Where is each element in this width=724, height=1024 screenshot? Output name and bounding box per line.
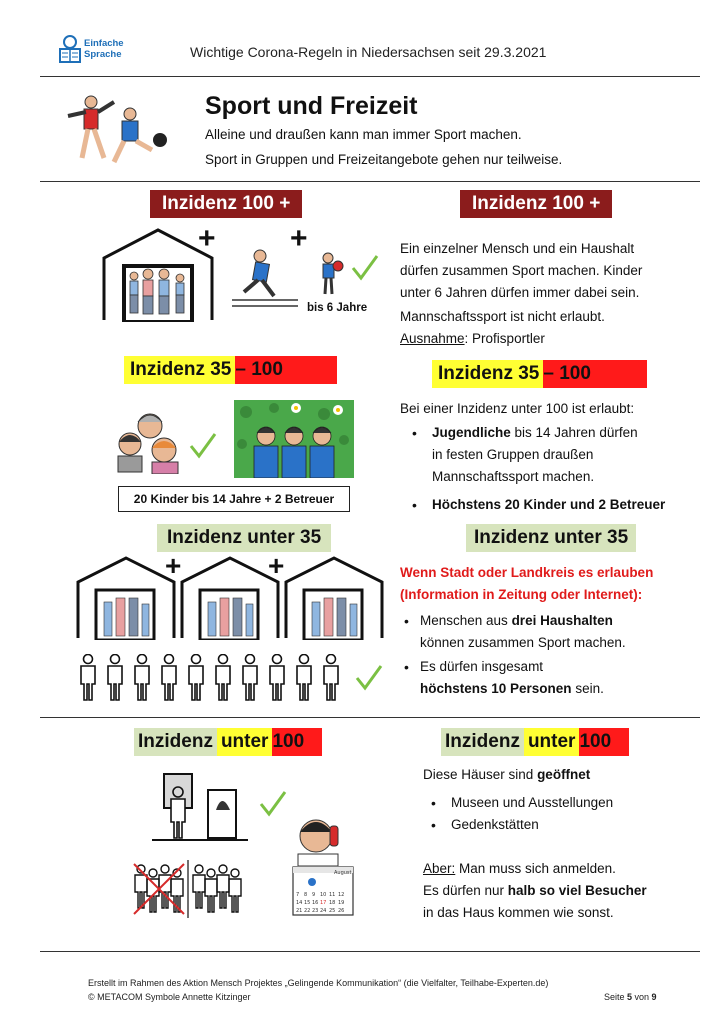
footer-divider	[40, 951, 700, 952]
svg-text:11: 11	[329, 892, 336, 898]
block1-line3: unter 6 Jahren dürfen immer dabei sein.	[400, 285, 640, 300]
plus-sign-2: +	[290, 222, 308, 255]
team-photo-icon	[234, 400, 354, 478]
svg-text:18: 18	[329, 900, 336, 906]
footer-copyright: © METACOM Symbole Annette Kitzinger	[88, 992, 251, 1002]
crowd-crossed-icon	[132, 860, 244, 920]
svg-text:23: 23	[312, 908, 319, 914]
block1-line2: dürfen zusammen Sport machen. Kinder	[400, 263, 643, 278]
svg-text:22: 22	[304, 908, 311, 914]
svg-text:8: 8	[304, 892, 308, 898]
section-subtitle-2: Sport in Gruppen und Freizeitangebote gehen nur teilweise.	[205, 152, 563, 167]
badge-inzidenz-unter-100-right: Inzidenz unter 100	[441, 728, 629, 756]
block3-red-line2: (Information in Zeitung oder Internet):	[400, 587, 643, 602]
svg-text:10: 10	[320, 892, 327, 898]
badge-inzidenz-100-left: Inzidenz 100 +	[150, 190, 302, 218]
document-title: Wichtige Corona-Regeln in Niedersachsen seit 29.3.2021	[190, 44, 547, 60]
section-subtitle-1: Alleine und draußen kann man immer Sport machen.	[205, 127, 522, 142]
logo-text-line1: Einfache	[84, 38, 124, 49]
block1-line1: Ein einzelner Mensch und ein Haushalt	[400, 241, 635, 256]
plus-sign-1: +	[198, 222, 216, 255]
badge-inzidenz-unter-100-left: Inzidenz unter 100	[134, 728, 322, 756]
block1-exception: Ausnahme: Profisportler	[400, 331, 545, 346]
page-number: Seite 5 von 9	[604, 992, 657, 1002]
badge-inzidenz-35-left: Inzidenz unter 35	[157, 524, 331, 552]
svg-text:14: 14	[296, 900, 303, 906]
logo-text-line2: Sprache	[84, 49, 122, 60]
block2-intro: Bei einer Inzidenz unter 100 ist erlaubt:	[400, 401, 635, 416]
block3-red-line1: Wenn Stadt oder Landkreis es erlauben	[400, 565, 654, 580]
block4-bullet-2: • Gedenkstätten	[419, 814, 713, 836]
block4-bullet-1: • Museen und Ausstellungen	[419, 792, 713, 814]
footer-credit: Erstellt im Rahmen des Aktion Mensch Projektes „Gelingende Kommunikation“ (die Vielfalter, Teilhabe-Experten.de)	[88, 978, 549, 988]
block4-note-1: Aber: Man muss sich anmelden.	[423, 861, 616, 876]
svg-text:12: 12	[338, 892, 345, 898]
logo-icon	[58, 34, 82, 64]
svg-text:9: 9	[312, 892, 316, 898]
block3-bullet-2: • Es dürfen insgesamt höchstens 10 Personen sein.	[400, 656, 720, 700]
svg-text:24: 24	[320, 908, 327, 914]
check-icon	[350, 252, 380, 282]
check-icon	[354, 662, 384, 692]
svg-text:15: 15	[304, 900, 311, 906]
svg-text:7: 7	[296, 892, 300, 898]
block2-bullet-1: • Jugendliche bis 14 Jahren dürfen in festen Gruppen draußen Mannschaftssport machen.	[400, 422, 710, 488]
block2-bullet-2: • Höchstens 20 Kinder und 2 Betreuer	[400, 494, 710, 516]
svg-text:17: 17	[320, 900, 327, 906]
block1-line4: Mannschaftssport ist nicht erlaubt.	[400, 309, 605, 324]
badge-inzidenz-35-right: Inzidenz unter 35	[466, 524, 636, 552]
svg-text:21: 21	[296, 908, 303, 914]
block3-divider	[40, 717, 700, 718]
calendar-icon	[292, 866, 354, 916]
child-icon	[318, 252, 344, 296]
check-icon	[188, 430, 218, 460]
header-divider	[40, 76, 700, 77]
plus-sign-4: +	[268, 550, 285, 581]
sport-people-icon	[64, 94, 170, 166]
ten-persons-icon	[78, 654, 350, 702]
title-divider	[40, 181, 700, 182]
svg-text:16: 16	[312, 900, 319, 906]
block4-intro: Diese Häuser sind geöffnet	[423, 767, 591, 782]
three-houses-icon	[76, 554, 386, 640]
plus-sign-3: +	[165, 550, 182, 581]
section-title: Sport und Freizeit	[205, 92, 418, 120]
block4-note-2: Es dürfen nur halb so viel Besucher	[423, 883, 647, 898]
svg-text:25: 25	[329, 908, 336, 914]
block4-note-3: in das Haus kommen wie sonst.	[423, 905, 614, 920]
svg-text:19: 19	[338, 900, 345, 906]
kids-faces-icon	[112, 410, 186, 474]
runner-icon	[232, 248, 298, 308]
badge-inzidenz-100-right: Inzidenz 100 +	[460, 190, 612, 218]
check-icon	[258, 788, 288, 818]
block3-bullet-1: • Menschen aus drei Haushalten können zusammen Sport machen.	[400, 610, 720, 654]
kids-group-label: 20 Kinder bis 14 Jahre + 2 Betreuer	[118, 486, 350, 512]
age-label: bis 6 Jahre	[307, 302, 368, 314]
calendar-month: August	[334, 870, 352, 876]
svg-text:26: 26	[338, 908, 345, 914]
logo	[58, 32, 136, 68]
badge-inzidenz-35-100-left: Inzidenz 35 – 100	[124, 356, 337, 384]
museum-icon	[150, 772, 250, 842]
phone-person-icon	[290, 812, 352, 866]
badge-inzidenz-35-100-right: Inzidenz 35 – 100	[432, 360, 647, 388]
